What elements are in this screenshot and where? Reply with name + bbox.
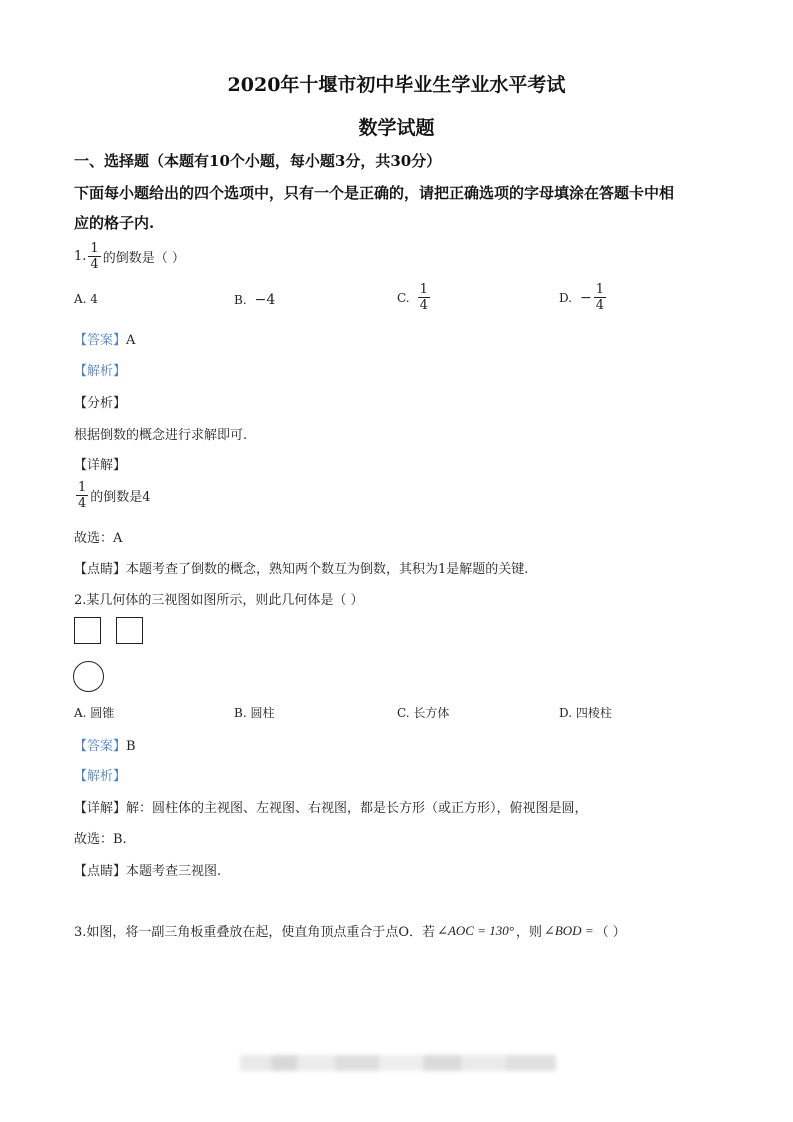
q3-angle-aoc: ∠AOC = 130° xyxy=(437,922,514,938)
q1-fraction xyxy=(88,241,100,272)
q2-comment: 【点睛】本题考查三视图. xyxy=(74,864,222,879)
q1-fenxi-tag: 【分析】 xyxy=(74,396,127,411)
q1-analysis-tag: 【解析】 xyxy=(74,364,127,379)
front-view-square xyxy=(74,617,101,644)
q1-option-d-num: 1 xyxy=(595,282,605,297)
q1-option-d-fraction xyxy=(594,282,606,313)
q2-option-c: C. 长方体 xyxy=(397,706,450,720)
q1-option-b-value: −4 xyxy=(254,292,276,308)
footer-watermark xyxy=(240,1055,556,1071)
q2-option-b: B. 圆柱 xyxy=(234,706,275,720)
q2-option-d: D. 四棱柱 xyxy=(559,706,612,720)
page-subtitle: 数学试题 xyxy=(358,117,435,139)
q1-stem-tail: 的倒数是（ ） xyxy=(102,251,185,266)
q1-comment xyxy=(74,558,528,577)
side-view-square xyxy=(116,617,143,644)
q2-option-a: A. 圆锥 xyxy=(74,706,115,720)
q2-answer-tag: 【答案】 xyxy=(74,739,127,754)
q1-option-c-label: C. xyxy=(397,290,410,305)
q2-analysis-tag: 【解析】 xyxy=(74,769,127,784)
q1-option-b-label: B. xyxy=(234,293,247,307)
q1-option-b xyxy=(234,292,275,308)
q1-frac-den: 4 xyxy=(90,257,99,272)
q2-answer-value: B xyxy=(126,739,136,754)
q1-answer xyxy=(74,329,135,348)
q1-choose: 故选：A xyxy=(74,531,123,546)
q2-stem: 2.某几何体的三视图如图所示，则此几何体是（ ） xyxy=(74,593,364,608)
q1-option-d xyxy=(559,282,608,313)
instruction-line-2: 应的格子内. xyxy=(74,214,155,232)
q1-answer-value: A xyxy=(126,333,136,348)
q3-angle-bod: ∠BOD = xyxy=(543,922,594,938)
q1-option-c-fraction xyxy=(418,282,430,313)
instruction-line-1: 下面每小题给出的四个选项中，只有一个是正确的，请把正确选项的字母填涂在答题卡中相 xyxy=(74,184,675,202)
q2-choose: 故选：B. xyxy=(74,832,127,847)
q3-stem-a: 3.如图，将一副三角板重叠放在起，使直角顶点重合于点O．若 xyxy=(74,925,436,940)
q1-option-d-sign: − xyxy=(580,289,592,306)
q1-option-c-num: 1 xyxy=(419,282,428,297)
section-heading: 一、选择题（本题有10个小题，每小题3分，共30分） xyxy=(74,152,442,170)
q3-stem-b: ，则 xyxy=(515,925,542,940)
q1-option-d-den: 4 xyxy=(595,298,605,313)
q1-detail-fraction xyxy=(76,480,88,511)
q1-option-a: A. 4 xyxy=(74,292,98,306)
q1-detail-num: 1 xyxy=(78,480,87,495)
q3-stem xyxy=(74,921,626,940)
q1-detail-tail: 的倒数是4 xyxy=(90,490,151,505)
q1-answer-tag: 【答案】 xyxy=(74,333,127,348)
q1-detail xyxy=(74,480,151,511)
q1-frac-num: 1 xyxy=(90,241,99,256)
page-title: 2020年十堰市初中毕业生学业水平考试 xyxy=(227,74,566,96)
q1-comment-tag: 【点睛】 xyxy=(74,562,127,577)
q1-fenxi: 根据倒数的概念进行求解即可. xyxy=(74,428,248,443)
q1-detail-den: 4 xyxy=(78,496,87,511)
q2-answer xyxy=(74,735,136,754)
q1-comment-text: 本题考查了倒数的概念，熟知两个数互为倒数，其积为1是解题的关键. xyxy=(126,562,529,577)
top-view-circle xyxy=(73,661,104,692)
q1-number: 1. xyxy=(74,249,87,264)
q1-stem xyxy=(74,241,185,272)
q1-detail-tag: 【详解】 xyxy=(74,458,127,473)
q2-detail: 【详解】解：圆柱体的主视图、左视图、右视图，都是长方形（或正方形），俯视图是圆， xyxy=(74,801,588,816)
q1-option-c-den: 4 xyxy=(419,298,428,313)
q3-stem-c: （ ） xyxy=(595,925,626,940)
q1-option-d-label: D. xyxy=(559,290,573,305)
q1-option-c xyxy=(397,282,432,313)
